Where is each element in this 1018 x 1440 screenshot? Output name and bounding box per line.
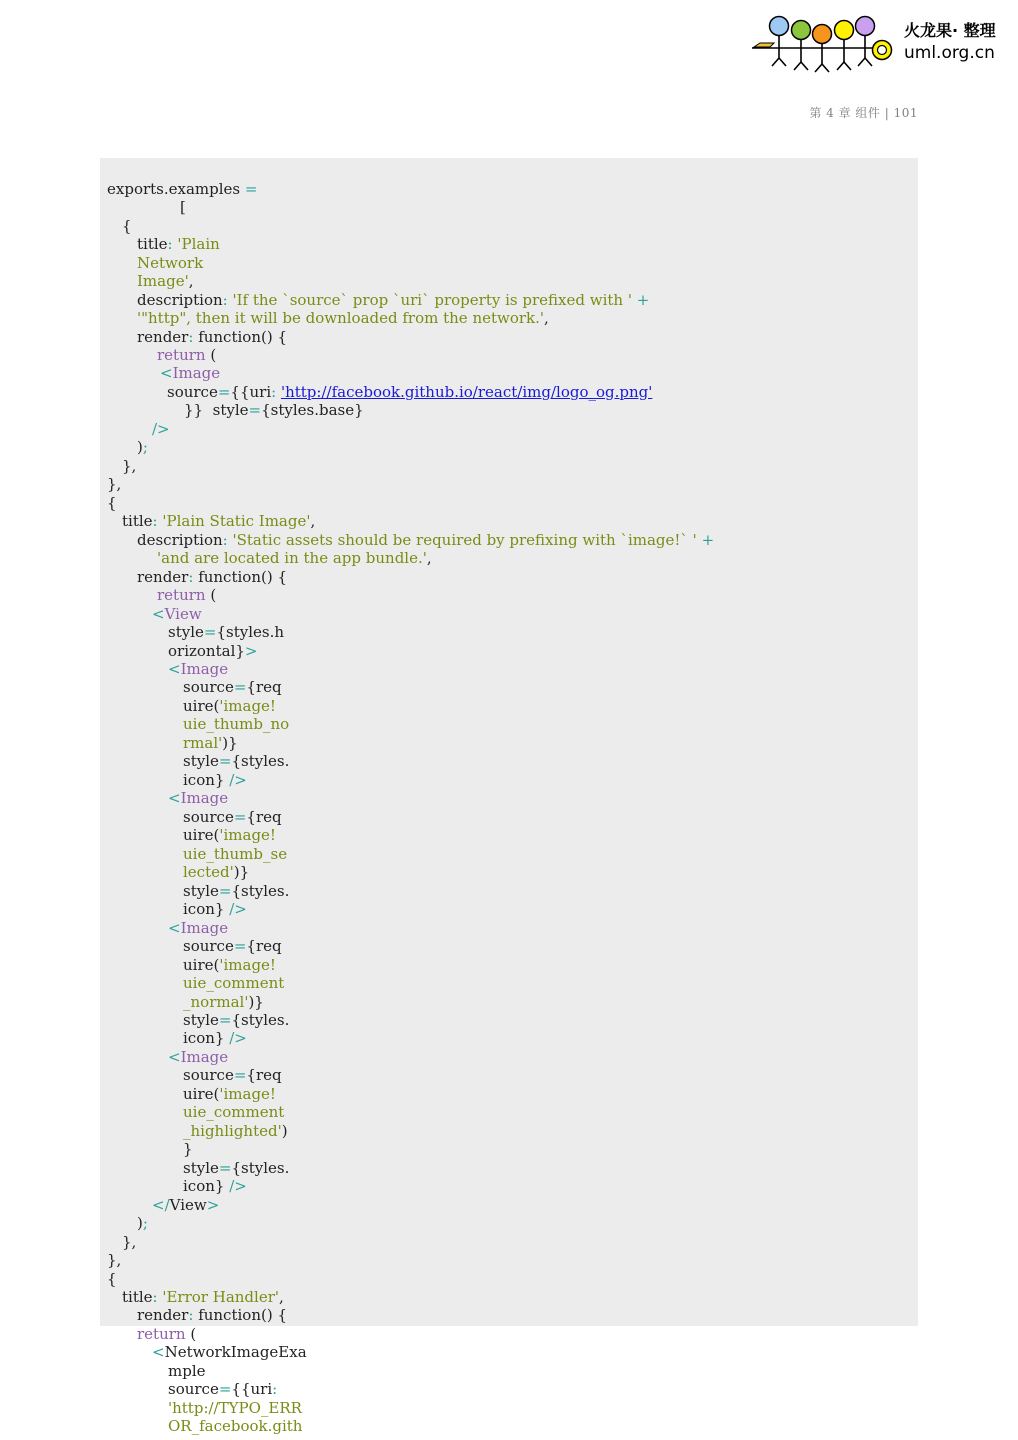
code-token: uire( <box>183 1085 220 1103</box>
code-token: orizontal} <box>168 642 245 660</box>
code-token: /> <box>229 1029 247 1047</box>
code-token: 'and are located in the app bundle.' <box>157 549 427 567</box>
code-token: /> <box>152 420 170 438</box>
brand-text <box>904 20 996 64</box>
code-token: = <box>218 882 232 900</box>
code-token: { <box>107 1270 117 1288</box>
code-line <box>183 715 289 733</box>
code-token: View <box>164 605 202 623</box>
code-token: source <box>183 808 234 826</box>
code-token: return <box>137 1325 186 1343</box>
code-token: {{uri <box>231 1380 273 1398</box>
code-token: : <box>188 568 199 586</box>
code-token: + <box>636 291 650 309</box>
code-token: _normal' <box>183 993 249 1011</box>
code-line <box>183 937 282 955</box>
code-token: 'http://TYPO_ERR <box>168 1399 302 1417</box>
code-token: style <box>183 1159 219 1177</box>
code-token: return <box>157 346 206 364</box>
code-token: NetworkImageExa <box>164 1343 307 1361</box>
code-line <box>183 1011 289 1029</box>
code-token: /> <box>229 1177 247 1195</box>
code-token: ( <box>185 1325 197 1343</box>
code-token: source <box>167 383 218 401</box>
code-token: )} <box>233 863 250 881</box>
code-token: uie_comment <box>183 1103 285 1121</box>
code-line <box>137 328 287 346</box>
code-token: > <box>206 1196 220 1214</box>
code-token: title <box>137 235 168 253</box>
code-line <box>183 956 276 974</box>
code-token: icon} <box>183 771 230 789</box>
code-line <box>157 346 216 364</box>
code-token: < <box>168 919 181 937</box>
code-token: Image' <box>137 272 189 290</box>
code-token: lected' <box>183 863 234 881</box>
code-line <box>183 771 247 789</box>
code-token: {styles. <box>231 1011 290 1029</box>
code-token: = <box>203 623 217 641</box>
code-token: } <box>183 1140 193 1158</box>
code-token: : <box>222 531 233 549</box>
code-token: {styles. <box>231 752 290 770</box>
code-line <box>152 605 202 623</box>
code-token: = <box>218 1380 232 1398</box>
code-line <box>107 180 257 198</box>
code-line <box>107 475 121 493</box>
code-link[interactable]: 'http://facebook.github.io/react/img/logo_og.png' <box>280 383 653 401</box>
code-line <box>167 383 652 401</box>
code-token: { <box>107 494 117 512</box>
code-line <box>137 1325 196 1343</box>
code-line <box>183 697 276 715</box>
code-line <box>107 1251 121 1269</box>
code-token: title <box>122 512 153 530</box>
code-line <box>183 1085 276 1103</box>
code-token: 'image! <box>219 697 276 715</box>
code-token: {styles. <box>231 1159 290 1177</box>
code-token: }, <box>107 475 122 493</box>
code-token: uire( <box>183 956 220 974</box>
code-token: + <box>701 531 715 549</box>
code-line <box>152 420 170 438</box>
code-token: )} <box>248 993 264 1011</box>
code-token: {req <box>246 937 282 955</box>
code-token: _highlighted' <box>183 1122 282 1140</box>
code-token: icon} <box>183 1029 230 1047</box>
code-line <box>137 1306 287 1324</box>
code-line <box>160 364 220 382</box>
code-line <box>152 1196 219 1214</box>
code-line <box>122 1288 284 1306</box>
code-token: 'Static assets should be required by prefixing with `image!` ' <box>232 531 702 549</box>
code-token: ( <box>205 586 217 604</box>
code-token: = <box>233 1066 247 1084</box>
code-token: style <box>168 623 204 641</box>
code-token: {{uri <box>230 383 272 401</box>
code-token: render <box>137 568 189 586</box>
code-line <box>168 1417 302 1435</box>
code-line <box>183 808 282 826</box>
code-line <box>183 1177 247 1195</box>
code-token: 'image! <box>219 1085 276 1103</box>
code-token: return <box>157 586 206 604</box>
code-line <box>168 789 228 807</box>
code-token: < <box>160 364 173 382</box>
code-token: Image <box>172 364 221 382</box>
code-token: }} style <box>184 401 249 419</box>
code-token: [ <box>180 198 186 216</box>
code-token: : <box>188 328 199 346</box>
code-token: : <box>188 1306 199 1324</box>
code-token: Image <box>180 1048 229 1066</box>
code-token: uie_thumb_se <box>183 845 288 863</box>
code-token: 'Error Handler' <box>162 1288 279 1306</box>
code-token: style <box>183 1011 219 1029</box>
code-token: : <box>272 1380 278 1398</box>
page-header-label: 第 4 章 组件 | 101 <box>809 106 918 120</box>
code-line <box>152 1343 307 1361</box>
code-token: , <box>310 512 316 530</box>
code-token: > <box>244 642 258 660</box>
code-line <box>183 882 289 900</box>
code-token: icon} <box>183 900 230 918</box>
code-token: = <box>244 180 258 198</box>
code-token: < <box>168 1048 181 1066</box>
code-token: source <box>168 1380 219 1398</box>
code-token: function() { <box>198 1306 287 1324</box>
code-line <box>122 1233 136 1251</box>
code-token: </ <box>152 1196 170 1214</box>
code-line <box>183 1029 247 1047</box>
code-token: style <box>183 752 219 770</box>
code-token: Image <box>180 789 229 807</box>
code-token: render <box>137 1306 189 1324</box>
code-token: : <box>152 512 163 530</box>
code-line <box>137 568 287 586</box>
code-token: = <box>217 383 231 401</box>
code-token: {styles.base} <box>261 401 364 419</box>
code-line <box>183 1140 193 1158</box>
code-token: 'Plain Static Image' <box>162 512 311 530</box>
code-line <box>183 1159 289 1177</box>
code-token: uire( <box>183 697 220 715</box>
code-line <box>137 1214 148 1232</box>
code-token: )} <box>222 734 238 752</box>
code-line <box>137 254 203 272</box>
code-token: Network <box>137 254 204 272</box>
code-line <box>180 198 186 216</box>
code-line <box>168 623 284 641</box>
code-token: exports.examples <box>107 180 245 198</box>
code-token: source <box>183 937 234 955</box>
code-token: render <box>137 328 189 346</box>
code-token: description <box>137 291 223 309</box>
code-token: < <box>168 789 181 807</box>
code-token: Image <box>180 660 229 678</box>
code-line <box>183 1103 284 1121</box>
code-token: = <box>233 808 247 826</box>
code-token: description <box>137 531 223 549</box>
code-line <box>137 272 193 290</box>
code-token: {req <box>246 678 282 696</box>
code-token: style <box>183 882 219 900</box>
code-token: uie_comment <box>183 974 285 992</box>
code-line <box>183 974 284 992</box>
code-token: {req <box>246 808 282 826</box>
code-token: = <box>218 1011 232 1029</box>
code-token: }, <box>122 1233 137 1251</box>
code-line <box>137 531 714 549</box>
code-line <box>183 826 276 844</box>
code-token: < <box>152 605 165 623</box>
code-token: /> <box>229 771 247 789</box>
code-token: < <box>152 1343 165 1361</box>
code-line <box>168 1399 302 1417</box>
code-token: ; <box>142 438 148 456</box>
code-token: , <box>544 309 549 327</box>
code-token: = <box>233 937 247 955</box>
code-line <box>157 586 216 604</box>
code-token: ; <box>142 1214 148 1232</box>
code-token: /> <box>229 900 247 918</box>
code-token: < <box>168 660 181 678</box>
code-token: ) <box>281 1122 288 1140</box>
code-token: = <box>233 678 247 696</box>
code-token: : <box>152 1288 163 1306</box>
code-line <box>183 678 282 696</box>
code-token: { <box>122 217 132 235</box>
code-line <box>183 734 238 752</box>
code-token: function() { <box>198 568 287 586</box>
code-line <box>184 401 364 419</box>
code-token: = <box>248 401 262 419</box>
code-token: , <box>279 1288 284 1306</box>
code-token: mple <box>168 1362 206 1380</box>
code-token: {styles.h <box>216 623 284 641</box>
code-token: }, <box>107 1251 122 1269</box>
code-line <box>183 1122 288 1140</box>
code-token: , <box>426 549 432 567</box>
code-line <box>137 235 220 253</box>
code-line <box>137 309 549 327</box>
code-line <box>137 438 148 456</box>
brand-name: 火龙果· 整理 <box>904 21 996 40</box>
code-token: 'image! <box>219 956 276 974</box>
code-token: icon} <box>183 1177 230 1195</box>
code-line <box>183 993 264 1011</box>
code-token: = <box>218 1159 232 1177</box>
code-line <box>122 217 132 235</box>
code-token: : <box>222 291 233 309</box>
code-line <box>107 1270 117 1288</box>
code-token: uie_thumb_no <box>183 715 290 733</box>
code-token: '"http", then it will be downloaded from the network.' <box>137 309 545 327</box>
code-token: function() { <box>198 328 287 346</box>
code-token: 'image! <box>219 826 276 844</box>
code-line <box>137 291 649 309</box>
code-line <box>183 1066 282 1084</box>
code-line <box>157 549 432 567</box>
code-token: = <box>218 752 232 770</box>
code-token: source <box>183 1066 234 1084</box>
code-token: {styles. <box>231 882 290 900</box>
code-token: 'If the `source` prop `uri` property is prefixed with ' <box>232 291 637 309</box>
code-token: title <box>122 1288 153 1306</box>
code-token: : <box>271 383 281 401</box>
code-token: Image <box>180 919 229 937</box>
code-line <box>183 752 289 770</box>
code-line <box>107 494 117 512</box>
code-line <box>183 900 247 918</box>
code-token: ( <box>205 346 217 364</box>
code-token: ) <box>137 438 143 456</box>
code-line <box>168 1048 228 1066</box>
code-token: ) <box>137 1214 143 1232</box>
code-token: source <box>183 678 234 696</box>
code-token: rmal' <box>183 734 223 752</box>
code-line <box>168 660 228 678</box>
code-line <box>122 512 315 530</box>
code-line <box>183 863 249 881</box>
code-token: }, <box>122 457 137 475</box>
code-token: : <box>167 235 178 253</box>
code-line <box>168 642 257 660</box>
code-token: OR_facebook.gith <box>168 1417 303 1435</box>
code-token: View <box>169 1196 207 1214</box>
code-token: , <box>188 272 194 290</box>
code-token: uire( <box>183 826 220 844</box>
code-line <box>168 1362 206 1380</box>
code-line <box>168 919 228 937</box>
code-token: 'Plain <box>177 235 220 253</box>
code-line <box>168 1380 277 1398</box>
code-token: {req <box>246 1066 282 1084</box>
code-line <box>122 457 136 475</box>
code-line <box>183 845 287 863</box>
brand-url: uml.org.cn <box>904 43 995 63</box>
